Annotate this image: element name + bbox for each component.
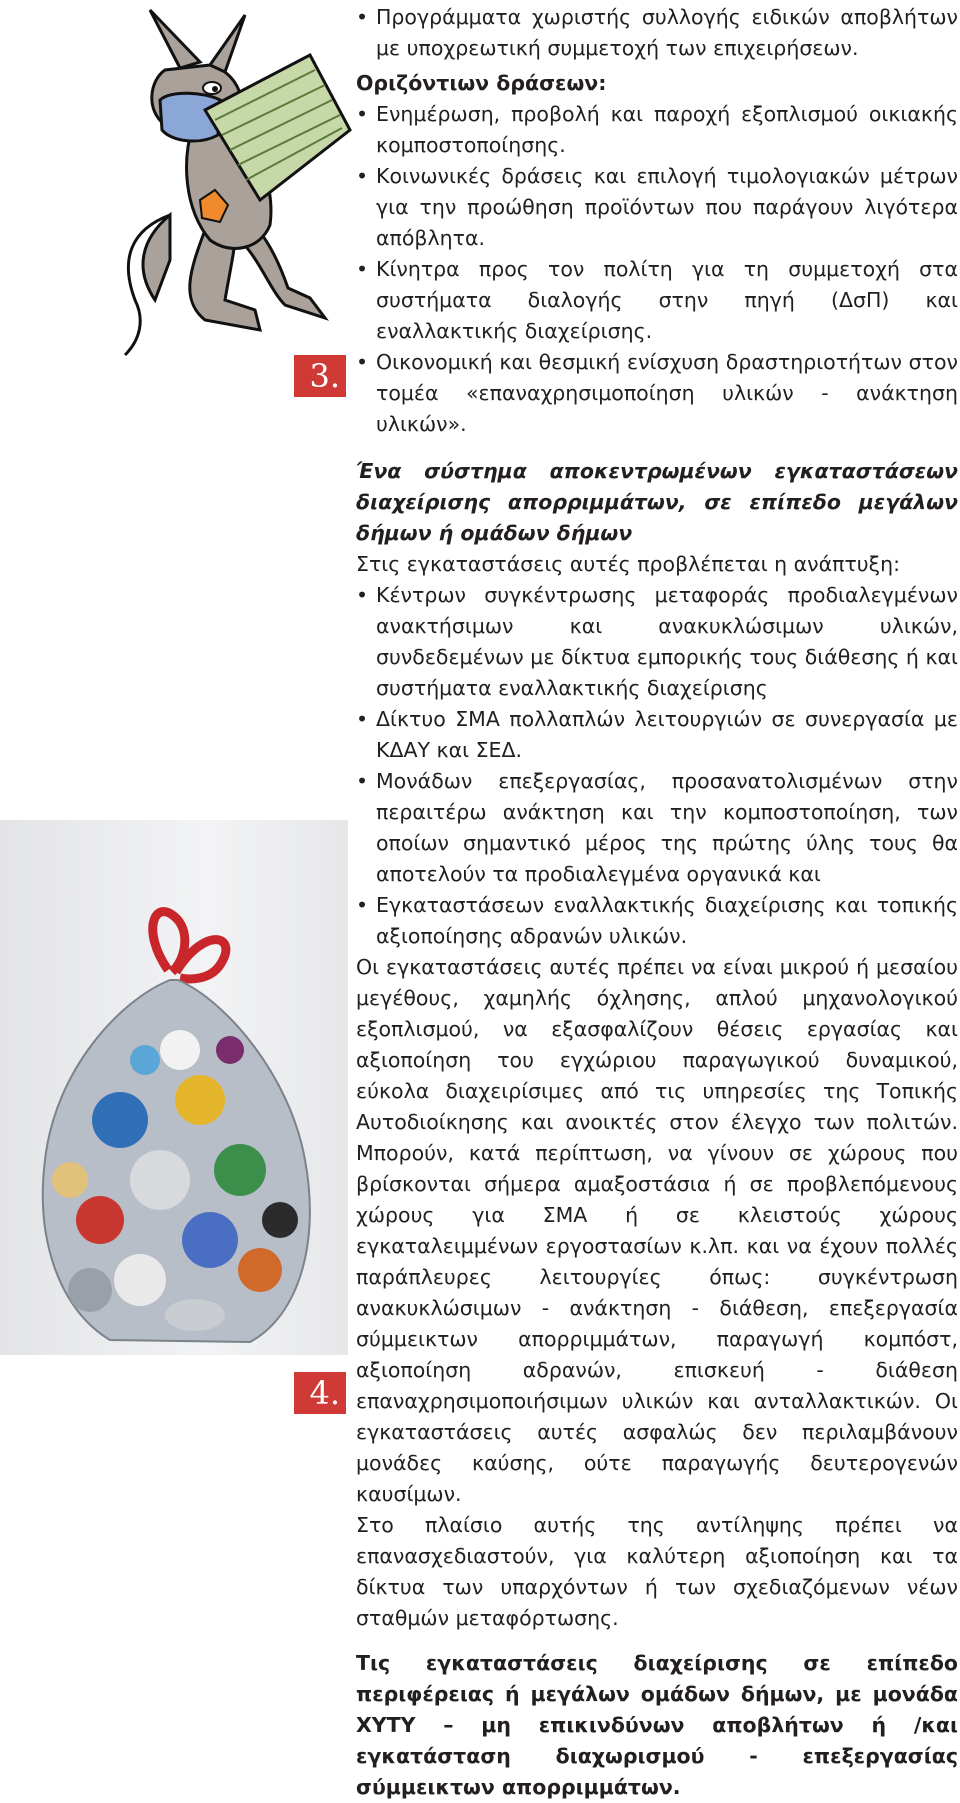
trash-bag-icon [0, 820, 348, 1355]
list-item: • Κέντρων συγκέντρωσης μεταφοράς προδιαλεγμένων ανακτήσιμων και ανακυκλώσιμων υλικών, συνδεδεμένων με δίκτυα εμπορικής τους διάθεσης ή και συστήματα εναλλακτικής διαχείρισης [356, 580, 958, 704]
list-item: • Εγκαταστάσεων εναλλακτικής διαχείρισης και τοπικής αξιοποίησης αδρανών υλικών. [356, 890, 958, 952]
list-item: • Ενημέρωση, προβολή και παροχή εξοπλισμού οικιακής κομποστοποίησης. [356, 99, 958, 161]
list-item: • Μονάδων επεξεργασίας, προσανατολισμένων στην περαιτέρω ανάκτηση και την κομποστοποίηση, των οποίων σημαντικό μέρος της πρώτης ύλης τους θα αποτελούν τα προδιαλεγμένα οργανικά και [356, 766, 958, 890]
section-number-3: 3. [294, 355, 346, 397]
section-heading: Ένα σύστημα αποκεντρωμένων εγκαταστάσεων διαχείρισης απορριμμάτων, σε επίπεδο μεγάλων δήμων ή ομάδων δήμων [356, 459, 958, 545]
section-heading: Τις εγκαταστάσεις διαχείρισης σε επίπεδο περιφέρειας ή μεγάλων ομάδων δήμων, με μονάδα ΧΥΤΥ – μη επικινδύνων αποβλήτων ή /και εγκατάσταση διαχωρισμού - επεξεργασίας σύμμεικτων απορριμμάτων. [356, 1651, 958, 1799]
trash-bag-photo [0, 820, 348, 1355]
text-column [356, 2, 958, 1803]
list-item: • Κοινωνικές δράσεις και επιλογή τιμολογιακών μέτρων για την προώθηση προϊόντων που παράγουν λιγότερα απόβλητα. [356, 161, 958, 254]
paragraph: Οι εγκαταστάσεις αυτές πρέπει να είναι μικρού ή μεσαίου μεγέθους, χαμηλής όχλησης, απλού μηχανολογικού εξοπλισμού, να εξασφαλίζουν θέσεις εργασίας και αξιοποίηση του εγχώριου παραγωγικού δυναμικού, εύκολα διαχειρίσιμες από τις υπηρεσίες της Τοπικής Αυτοδιοίκησης και ανοικτές στον έλεγχο των πολιτών. Μπορούν, κατά περίπτωση, να γίνουν σε χώρους που βρίσκονται σήμερα αμαξοστάσια ή σε προβλεπόμενους χώρους για ΣΜΑ ή σε κλειστούς χώρους εγκαταλειμμένων εργοστασίων κ.λπ. και να έχουν πολλές παράπλευρες λειτουργίες όπως: συγκέντρωση ανακυκλώσιμων - ανάκτηση - διάθεση, επεξεργασία σύμμεικτων απορριμμάτων, παραγωγή κομπόστ, αξιοποίηση αδρανών, επισκευή - διάθεση επαναχρησιμοποιήσιμων υλικών και ανταλλακτικών. Οι εγκαταστάσεις αυτές ασφαλώς δεν περιλαμβάνουν μονάδες καύσης, ούτε παραγωγής δευτερογενών καυσίμων. [356, 955, 958, 1506]
section-number-4: 4. [294, 1372, 346, 1414]
list-item: • Οικονομική και θεσμική ενίσχυση δραστηριοτήτων στον τομέα «επαναχρησιμοποίηση υλικών - ανάκτηση υλικών». [356, 347, 958, 440]
section-heading: Οριζόντιων δράσεων: [356, 71, 607, 95]
paragraph: Στο πλαίσιο αυτής της αντίληψης πρέπει να επανασχεδιαστούν, για καλύτερη αξιοποίηση και τα δίκτυα των υπαρχόντων ή των σχεδιαζόμενων νέων σταθμών μεταφόρτωσης. [356, 1513, 958, 1630]
list-item: • Κίνητρα προς τον πολίτη για τη συμμετοχή στα συστήματα διαλογής στην πηγή (ΔσΠ) και εναλλακτικής διαχείρισης. [356, 254, 958, 347]
list-item: • Προγράμματα χωριστής συλλογής ειδικών αποβλήτων με υποχρεωτική συμμετοχή των επιχειρήσεων. [356, 2, 958, 64]
list-item: • Δίκτυο ΣΜΑ πολλαπλών λειτουργιών σε συνεργασία με ΚΔΑΥ και ΣΕΔ. [356, 704, 958, 766]
paragraph: Στις εγκαταστάσεις αυτές προβλέπεται η ανάπτυξη: [356, 552, 900, 576]
kangaroo-carrying-paper-illustration [110, 0, 360, 360]
